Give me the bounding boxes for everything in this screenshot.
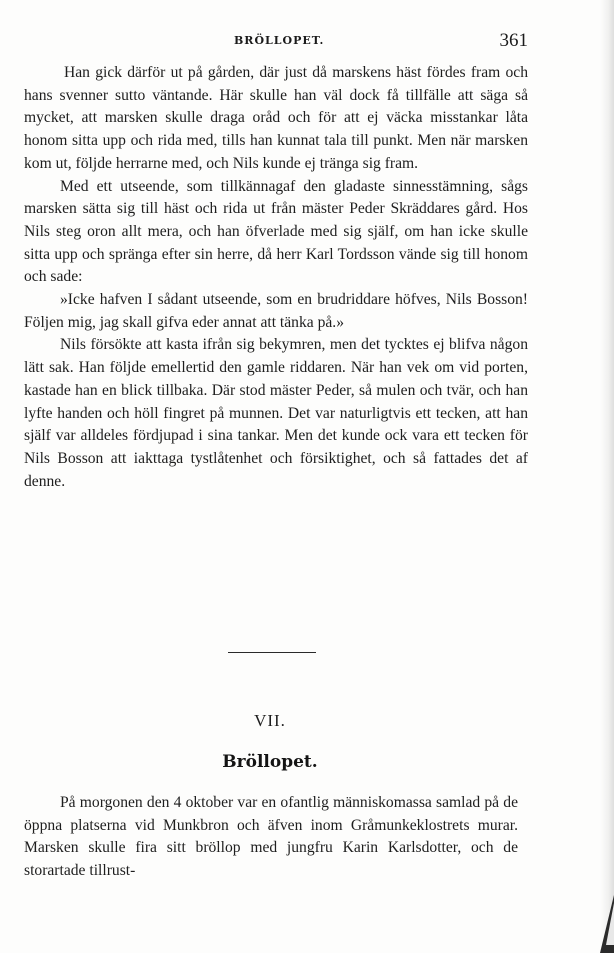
paragraph: Med ett utseende, som tillkännagaf den gladaste sinnesstämning, sågs marsken sätta sig till häst och rida ut från mäster Peder Skräddares gård. Hos Nils steg oron allt mera, och han öfverlade med sig själf, om han icke skulle sitta upp och spränga efter sin herre, då herr Karl Tordsson vände sig till honom och sade: [24, 177, 528, 286]
chapter-title: Bröllopet. [222, 752, 318, 772]
paragraph: »Icke hafven I sådant utseende, som en brudriddare höfves, Nils Bosson! Följen mig, jag skall gifva eder annat att tänka på.» [24, 291, 528, 331]
running-title: BRÖLLOPET. [234, 34, 325, 47]
page-header [24, 30, 528, 52]
chapter-text [24, 792, 518, 883]
page-number: 361 [499, 30, 528, 51]
paragraph: Nils försökte att kasta ifrån sig bekymren, men det tycktes ej blifva någon lätt sak. Han följde emellertid den gamle riddaren. När han vek om vid porten, kastade han en blick tillbaka. Där stod mäster Peder, så mulen och tvär, och han lyfte handen och höll fingret på munnen. Det var naturligtvis ett tecken, att han själf var alldeles fördjupad i sina tankar. Men det kunde ock vara ett tecken för Nils Bosson att iakttaga tystlåtenhet och försiktighet, och så fattades det af denne. [24, 336, 528, 490]
section-divider [228, 652, 316, 653]
page-corner-fold-icon [592, 893, 614, 953]
paragraph: Han gick därför ut på gården, där just då marskens häst fördes fram och hans svenner sutto väntande. Här skulle han väl dock få tillfälle att säga så mycket, att marsken skulle draga oråd och för att ej väcka misstankar låta honom sitta upp och rida med, tills han kunnat tala till punkt. Men när marsken kom ut, följde herrarne med, och Nils kunde ej tränga sig fram. [24, 64, 528, 172]
chapter-number: VII. [254, 711, 286, 730]
body-text [24, 62, 528, 493]
paragraph: På morgonen den 4 oktober var en ofantlig människomassa samlad på de öppna platserna vid Munkbron och äfven inom Gråmunkeklostrets murar. Marsken skulle fira sitt bröllop med jungfru Karin Karlsdotter, och de storartade tillrust- [24, 794, 518, 880]
page-edge-shadow [600, 0, 614, 953]
